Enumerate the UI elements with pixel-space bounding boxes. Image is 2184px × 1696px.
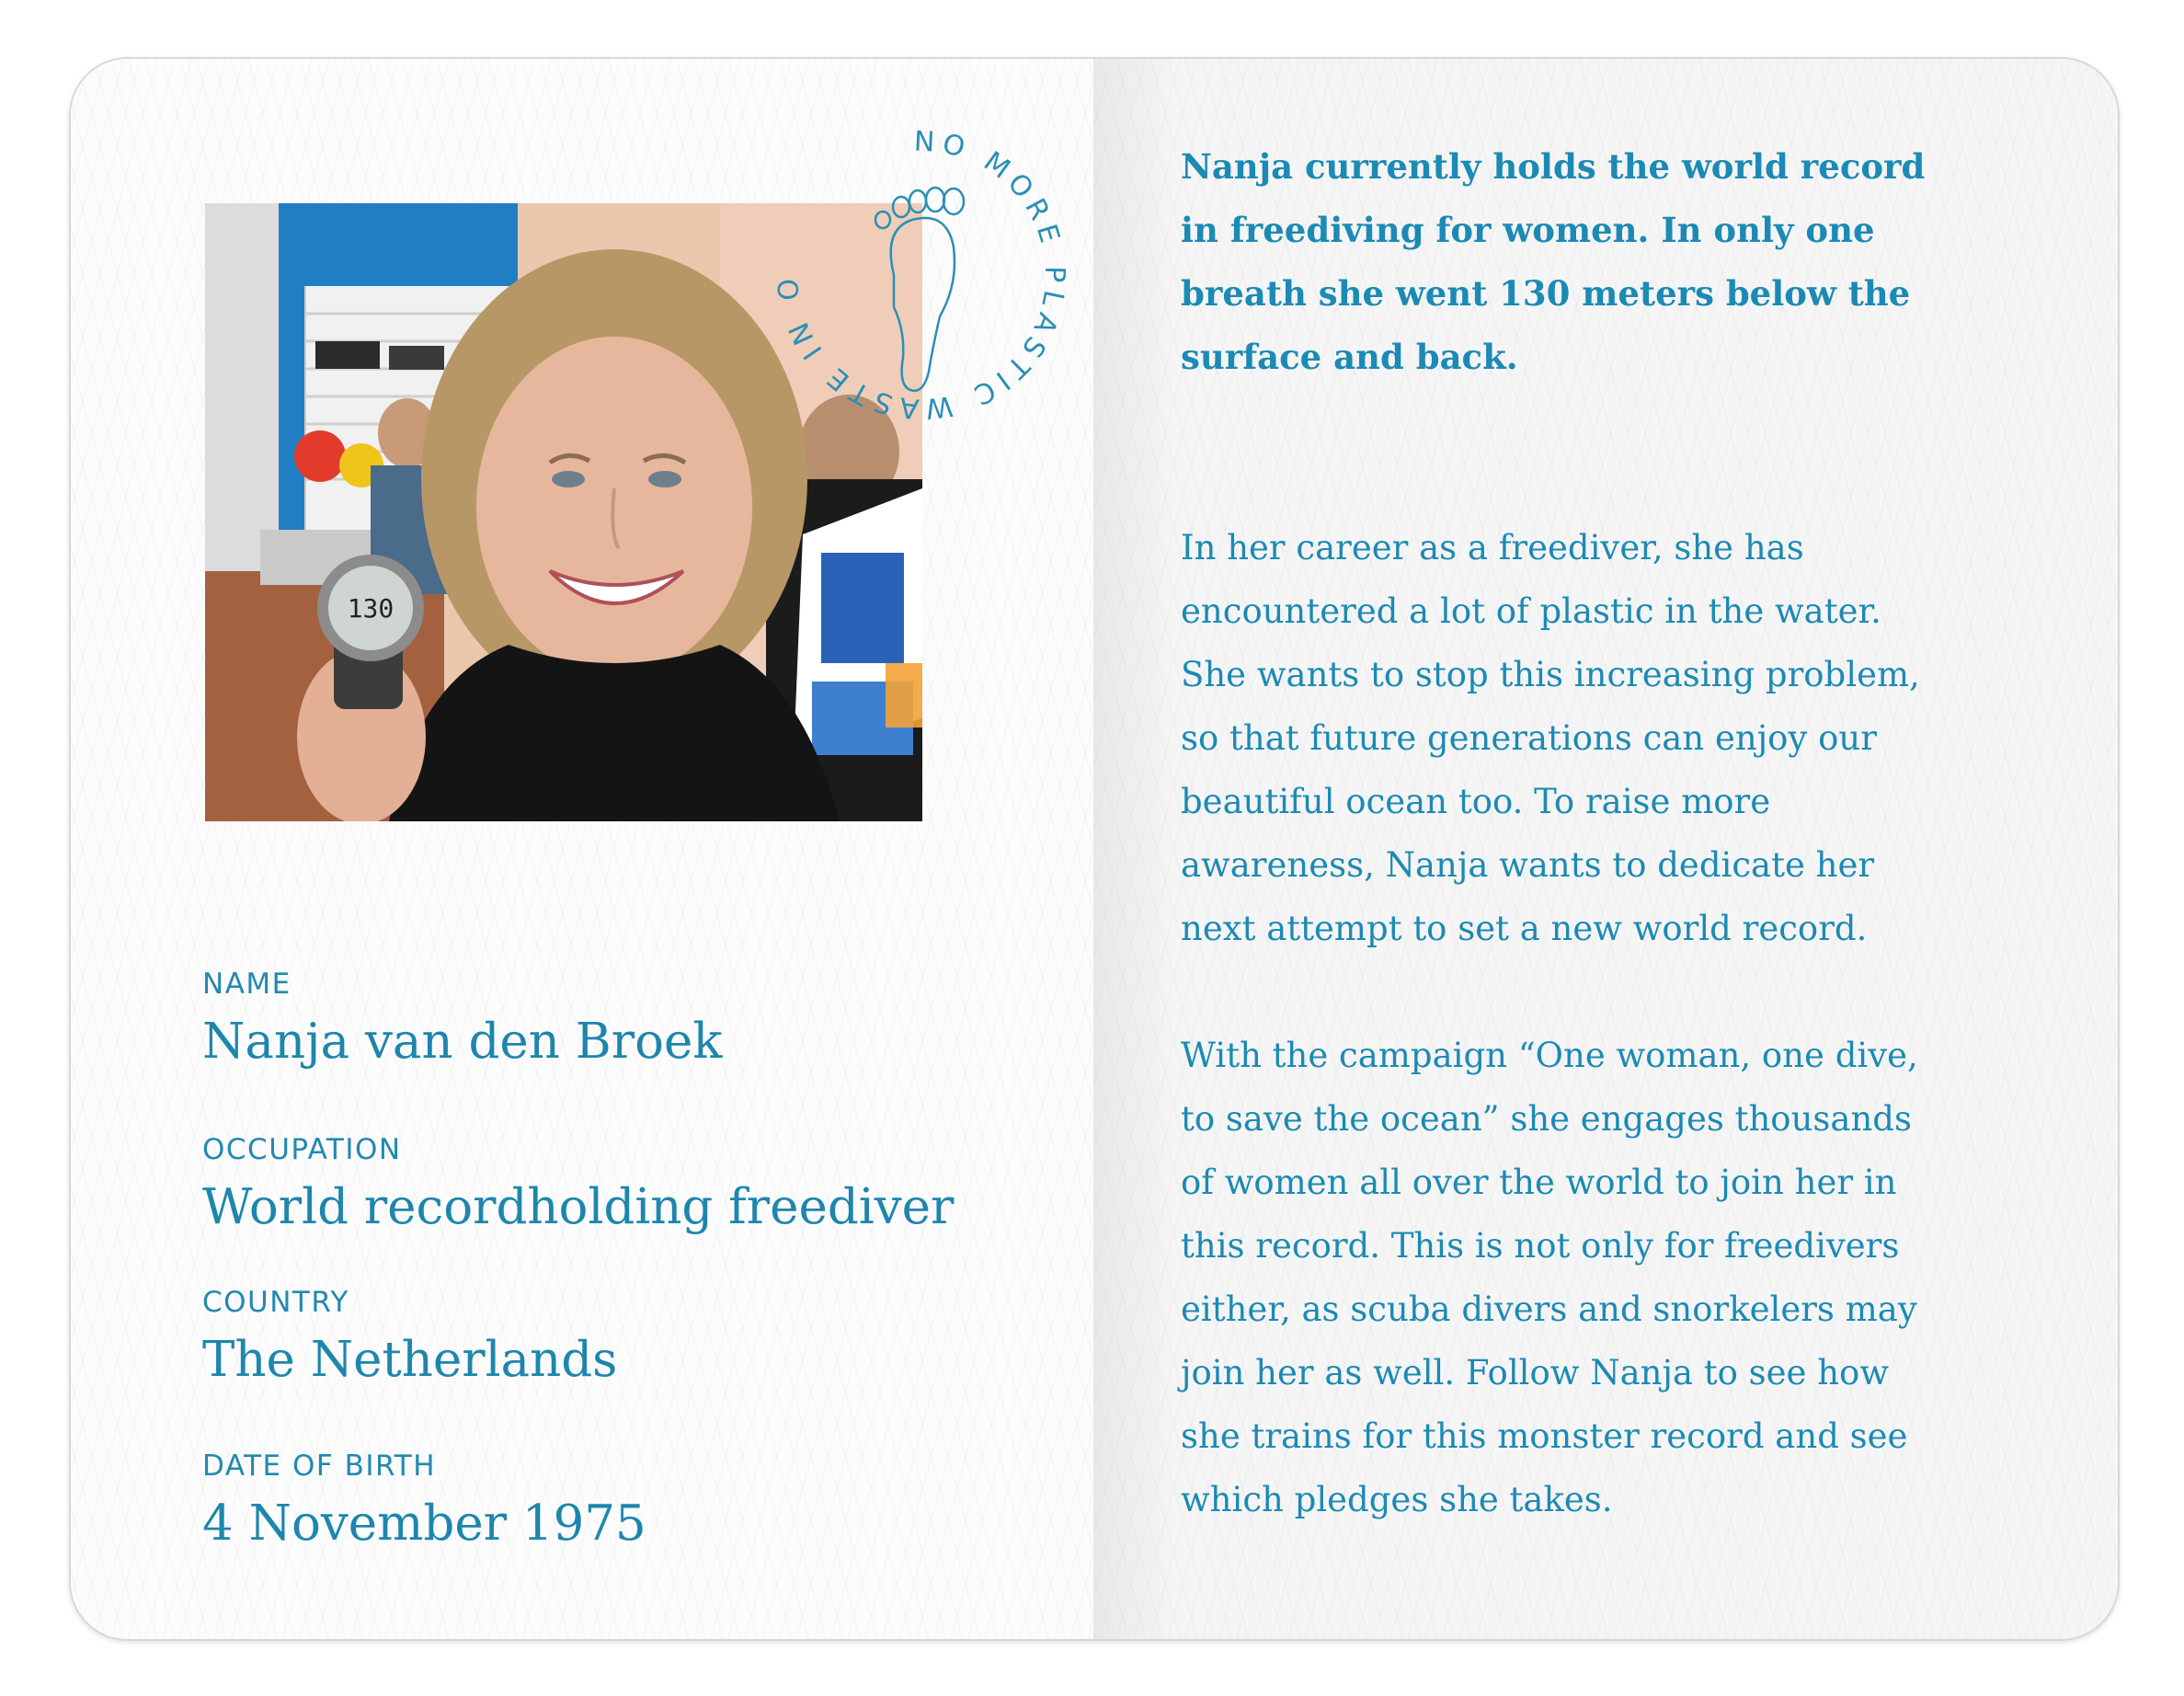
date-of-birth-value: 4 November 1975 — [202, 1495, 646, 1552]
name-label: NAME — [202, 968, 292, 1001]
occupation-value: World recordholding freediver — [202, 1179, 955, 1235]
passport-spread — [69, 57, 2120, 1641]
left-page — [71, 59, 1093, 1639]
no-plastic-stamp — [765, 119, 1078, 431]
name-value: Nanja van den Broek — [202, 1014, 723, 1070]
lead-paragraph: Nanja currently holds the world record in freediving for women. In only one breath she went 130 meters below the surface and back. — [1181, 146, 1926, 377]
career-paragraph: In her career as a freediver, she has encountered a lot of plastic in the water. She wants to stop this increasing problem, so that future generations can enjoy our beautiful ocean too. To raise more awareness, Nanja wants to dedicate her next attempt to set a new world record. — [1181, 528, 1920, 948]
country-label: COUNTRY — [202, 1286, 349, 1319]
occupation-label: OCCUPATION — [202, 1133, 402, 1166]
campaign-paragraph: With the campaign “One woman, one dive, to save the ocean” she engages thousands of women all over the world to join her in this record. This is not only for freedivers either, as scuba divers and snorkelers may join her as well. Follow Nanja to see how she trains for this monster record and see which pledges she takes. — [1181, 1036, 1918, 1519]
svg-text:130: 130 — [347, 593, 394, 624]
stamp-text: NO MORE PLASTIC WASTE IN O — [772, 125, 1071, 425]
right-page — [1093, 59, 2118, 1639]
footprint-icon — [875, 188, 964, 391]
date-of-birth-label: DATE OF BIRTH — [202, 1450, 437, 1483]
country-value: The Netherlands — [202, 1332, 618, 1388]
